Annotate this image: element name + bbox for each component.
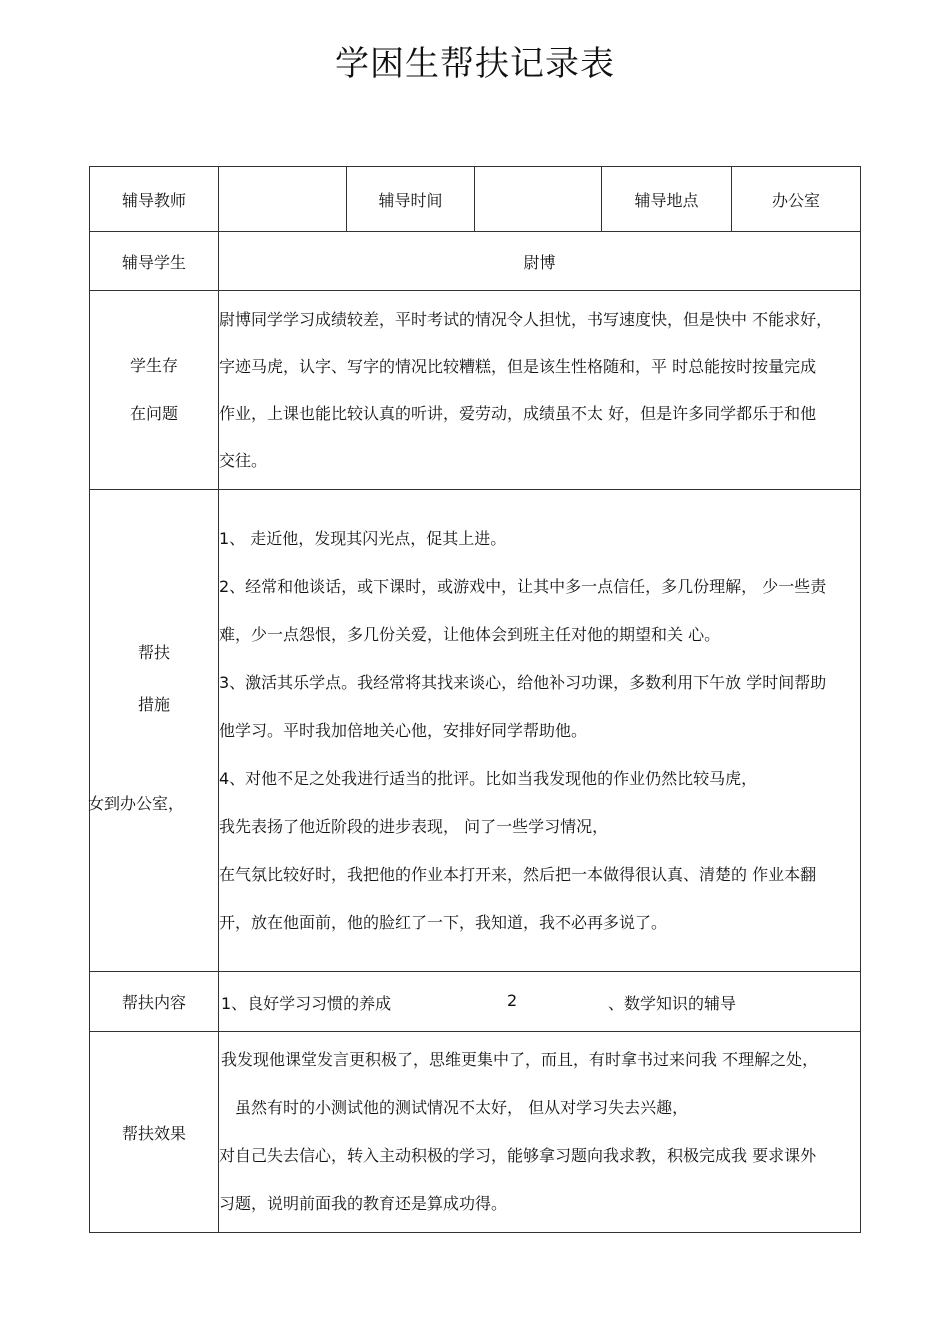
place-value: 办公室 [732, 167, 861, 232]
student-label: 辅导学生 [90, 232, 219, 291]
problem-label [90, 291, 219, 490]
student-value: 尉博 [219, 232, 861, 291]
teacher-value [219, 167, 347, 232]
measure-label [90, 490, 219, 972]
content-item-1: 1、良好学习习惯的养成 [221, 993, 392, 1013]
effect-line: 虽然有时的小测试他的测试情况不太好， 但从对学习失去兴趣， [235, 1098, 689, 1117]
content-label: 帮扶内容 [90, 972, 219, 1032]
measure-line: 3、激活其乐学点。我经常将其找来谈心，给他补习功课，多数利用下午放 学时间帮助 [219, 672, 827, 692]
row-content [90, 972, 861, 1032]
measure-label-line-1: 帮扶 [137, 643, 170, 662]
measure-label-line-2: 措施 [137, 695, 170, 714]
problem-label-line-1: 学生存 [129, 356, 178, 375]
place-label: 辅导地点 [602, 167, 732, 232]
measure-text [219, 490, 861, 972]
content-item-2-text: 、数学知识的辅导 [608, 993, 737, 1013]
row-measures [90, 490, 861, 972]
content-item-2-num: 2 [507, 990, 518, 1010]
row-teacher-time-place [90, 167, 861, 232]
row-student [90, 232, 861, 291]
time-value [475, 167, 602, 232]
effect-label: 帮扶效果 [90, 1032, 219, 1233]
content-items [219, 972, 861, 1032]
effect-line: 对自己失去信心，转入主动积极的学习，能够拿习题向我求教，积极完成我 要求课外 [219, 1146, 817, 1165]
measure-line: 在气氛比较好时，我把他的作业本打开来，然后把一本做得很认真、清楚的 作业本翻 [219, 864, 817, 884]
measure-line: 4、对他不足之处我进行适当的批评。比如当我发现他的作业仍然比较马虎， [219, 768, 758, 788]
effect-text [219, 1032, 861, 1233]
problem-line: 尉博同学学习成绩较差，平时考试的情况令人担忧，书写速度快，但是快中 不能求好， [219, 310, 833, 329]
page-title: 学困生帮扶记录表 [335, 44, 615, 84]
record-table [89, 166, 861, 1233]
teacher-label: 辅导教师 [90, 167, 219, 232]
row-problem [90, 291, 861, 490]
measure-line: 难，少一点怨恨，多几份关爱，让他体会到班主任对他的期望和关 心。 [219, 624, 721, 644]
problem-line: 交往。 [219, 451, 268, 470]
problem-text [219, 291, 861, 490]
row-effect [90, 1032, 861, 1233]
measure-line: 开，放在他面前，他的脸红了一下，我知道，我不必再多说了。 [219, 912, 668, 932]
measure-label-line-3: 女到办公室， [88, 794, 185, 813]
time-label: 辅导时间 [347, 167, 475, 232]
measure-line: 他学习。平时我加倍地关心他，安排好同学帮助他。 [219, 720, 588, 740]
problem-line: 作业，上课也能比较认真的听讲，爱劳动，成绩虽不太 好，但是许多同学都乐于和他 [219, 404, 817, 423]
measure-line: 2、经常和他谈话，或下课时，或游戏中，让其中多一点信任，多几份理解， 少一些责 [219, 576, 827, 596]
measure-line: 我先表扬了他近阶段的进步表现， 问了一些学习情况， [219, 816, 609, 836]
measure-line: 1、 走近他，发现其闪光点，促其上进。 [219, 528, 507, 548]
effect-line: 我发现他课堂发言更积极了，思维更集中了，而且，有时拿书过来问我 不理解之处， [221, 1050, 819, 1069]
problem-line: 字迹马虎，认字、写字的情况比较糟糕，但是该生性格随和，平 时总能按时按量完成 [219, 357, 817, 376]
effect-line: 习题，说明前面我的教育还是算成功得。 [219, 1194, 508, 1213]
problem-label-line-2: 在问题 [129, 404, 178, 423]
